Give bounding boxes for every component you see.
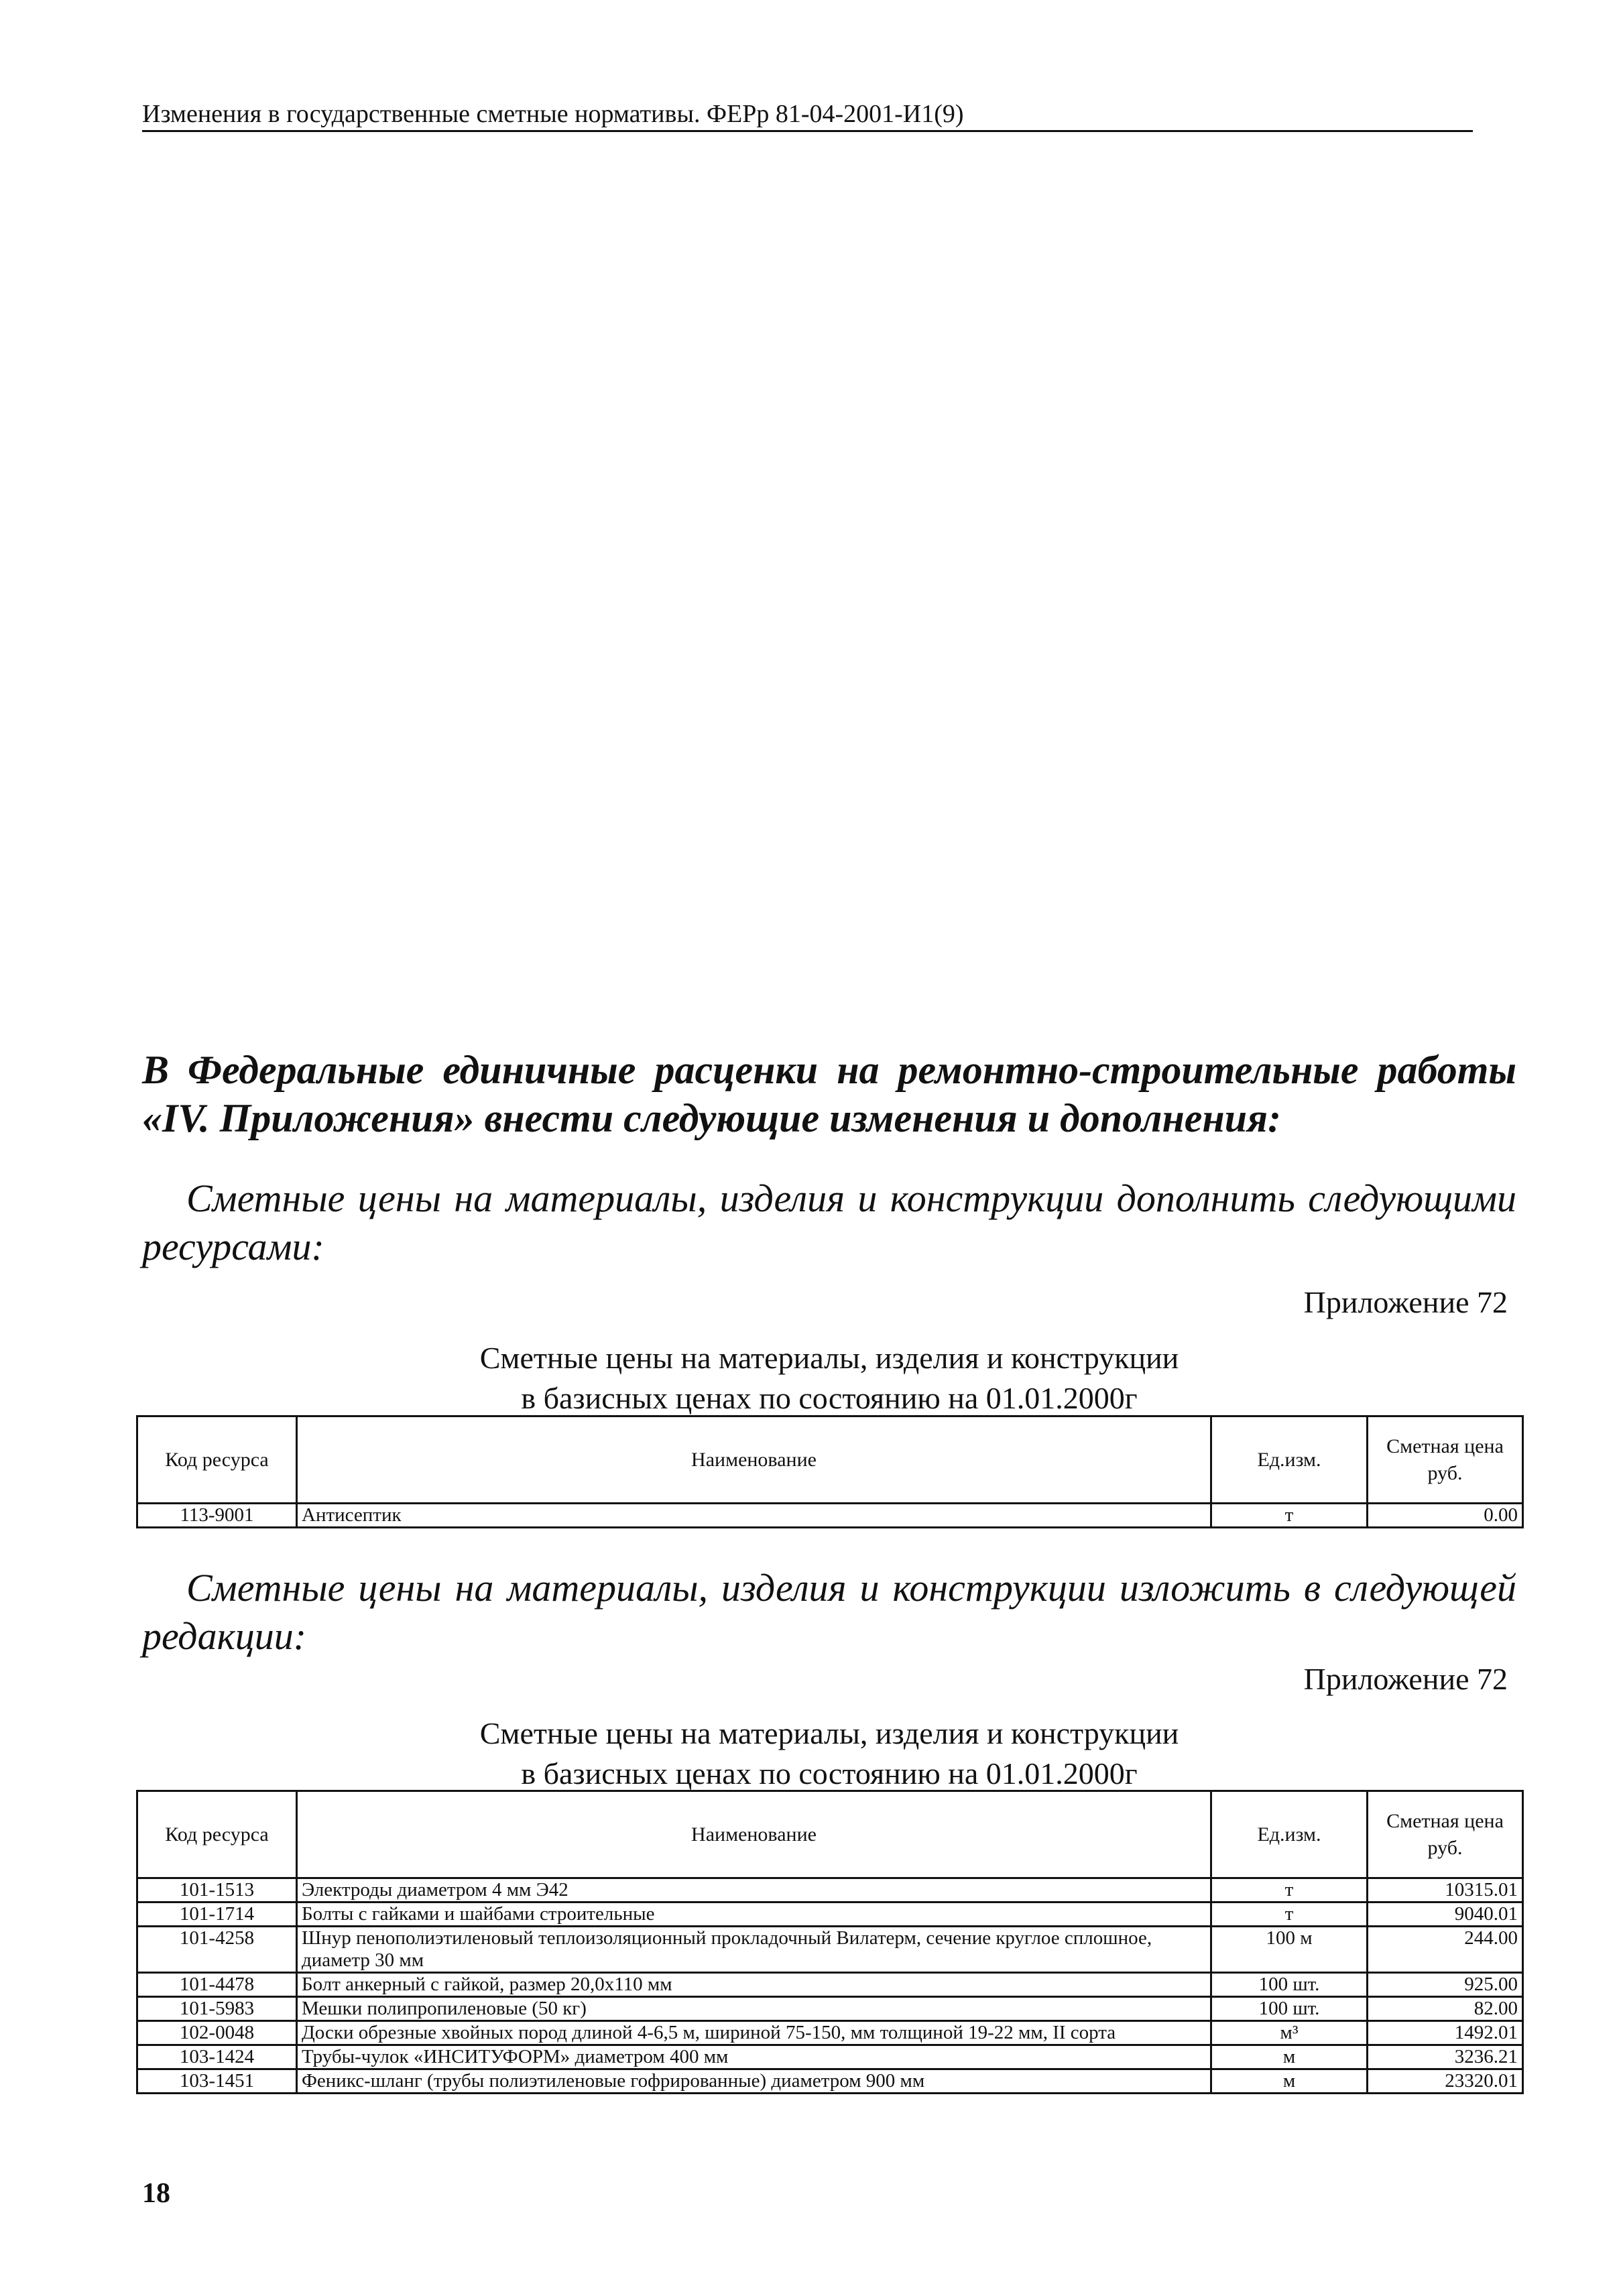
section1-appendix-label: Приложение 72 (1303, 1285, 1508, 1319)
resource-name-cell: Трубы-чулок «ИНСИТУФОРМ» диаметром 400 мм (297, 2045, 1211, 2069)
resource-price-cell: 0.00 (1368, 1504, 1523, 1528)
resource-code-cell: 103-1424 (137, 2045, 297, 2069)
resource-name-cell: Мешки полипропиленовые (50 кг) (297, 1997, 1211, 2021)
resource-code-cell: 101-5983 (137, 1997, 297, 2021)
section1-table-title-line1: Сметные цены на материалы, изделия и конструкции (479, 1341, 1179, 1375)
resource-unit-cell: 100 шт. (1211, 1973, 1368, 1997)
section2-price-table (136, 1790, 1524, 2094)
resource-unit-cell: м (1211, 2045, 1368, 2069)
section1-table-header-row (137, 1416, 1523, 1504)
resource-price-cell: 925.00 (1368, 1973, 1523, 1997)
column-header-price: Сметная цена руб. (1368, 1791, 1523, 1878)
resource-price-cell: 9040.01 (1368, 1902, 1523, 1927)
column-header-name: Наименование (297, 1416, 1211, 1504)
table-row (137, 1973, 1523, 1997)
resource-code-cell: 101-1513 (137, 1878, 297, 1902)
table-row (137, 2045, 1523, 2069)
resource-code-cell: 101-4478 (137, 1973, 297, 1997)
section2-table-title-line2: в базисных ценах по состоянию на 01.01.2000г (521, 1756, 1138, 1791)
resource-name-cell: Доски обрезные хвойных пород длиной 4-6,5 м, шириной 75-150, мм толщиной 19-22 мм, II сорта (297, 2021, 1211, 2045)
resource-name-cell: Болты с гайками и шайбами строительные (297, 1902, 1211, 1927)
table-row (137, 2069, 1523, 2094)
resource-code-cell: 113-9001 (137, 1504, 297, 1528)
resource-name-cell: Антисептик (297, 1504, 1211, 1528)
section-heading: В Федеральные единичные расценки на ремонтно-строительные работы «IV. Приложения» внести следующие изменения и дополнения: (142, 1048, 1516, 1140)
resource-code-cell: 101-1714 (137, 1902, 297, 1927)
section2-table-title (142, 1713, 1516, 1794)
resource-name-cell: Феникс-шланг (трубы полиэтиленовые гофрированные) диаметром 900 мм (297, 2069, 1211, 2094)
resource-price-cell: 244.00 (1368, 1927, 1523, 1973)
section2-appendix-label: Приложение 72 (1303, 1662, 1508, 1696)
resource-unit-cell: 100 м (1211, 1927, 1368, 1973)
resource-name-cell: Болт анкерный с гайкой, размер 20,0х110 мм (297, 1973, 1211, 1997)
resource-unit-cell: м (1211, 2069, 1368, 2094)
resource-code-cell: 101-4258 (137, 1927, 297, 1973)
column-header-code: Код ресурса (137, 1416, 297, 1504)
column-header-unit: Ед.изм. (1211, 1416, 1368, 1504)
resource-price-cell: 10315.01 (1368, 1878, 1523, 1902)
resource-price-cell: 3236.21 (1368, 2045, 1523, 2069)
column-header-price: Сметная цена руб. (1368, 1416, 1523, 1504)
resource-name-cell: Шнур пенополиэтиленовый теплоизоляционный прокладочный Вилатерм, сечение круглое сплошное, диаметр 30 мм (297, 1927, 1211, 1973)
column-header-unit: Ед.изм. (1211, 1791, 1368, 1878)
section2-table-header-row (137, 1791, 1523, 1878)
resource-price-cell: 1492.01 (1368, 2021, 1523, 2045)
column-header-name: Наименование (297, 1791, 1211, 1878)
section1-table-title (142, 1338, 1516, 1418)
resource-price-cell: 82.00 (1368, 1997, 1523, 2021)
table-row (137, 2021, 1523, 2045)
section2-intro: Сметные цены на материалы, изделия и конструкции изложить в следующей редакции: (142, 1566, 1516, 1658)
resource-unit-cell: т (1211, 1902, 1368, 1927)
resource-unit-cell: 100 шт. (1211, 1997, 1368, 2021)
resource-unit-cell: м³ (1211, 2021, 1368, 2045)
resource-code-cell: 102-0048 (137, 2021, 297, 2045)
table-row (137, 1878, 1523, 1902)
table-row (137, 1504, 1523, 1528)
section1-table-title-line2: в базисных ценах по состоянию на 01.01.2000г (521, 1381, 1138, 1415)
section1-intro: Сметные цены на материалы, изделия и конструкции дополнить следующими ресурсами: (142, 1176, 1516, 1268)
resource-unit-cell: т (1211, 1878, 1368, 1902)
resource-name-cell: Электроды диаметром 4 мм Э42 (297, 1878, 1211, 1902)
page-number: 18 (142, 2178, 170, 2209)
resource-code-cell: 103-1451 (137, 2069, 297, 2094)
table-row (137, 1927, 1523, 1973)
table-row (137, 1997, 1523, 2021)
section1-price-table (136, 1415, 1524, 1528)
section2-table-title-line1: Сметные цены на материалы, изделия и конструкции (479, 1716, 1179, 1750)
table-row (137, 1902, 1523, 1927)
column-header-code: Код ресурса (137, 1791, 297, 1878)
resource-price-cell: 23320.01 (1368, 2069, 1523, 2094)
running-header: Изменения в государственные сметные нормативы. ФЕРр 81-04-2001-И1(9) (142, 99, 1473, 132)
resource-unit-cell: т (1211, 1504, 1368, 1528)
